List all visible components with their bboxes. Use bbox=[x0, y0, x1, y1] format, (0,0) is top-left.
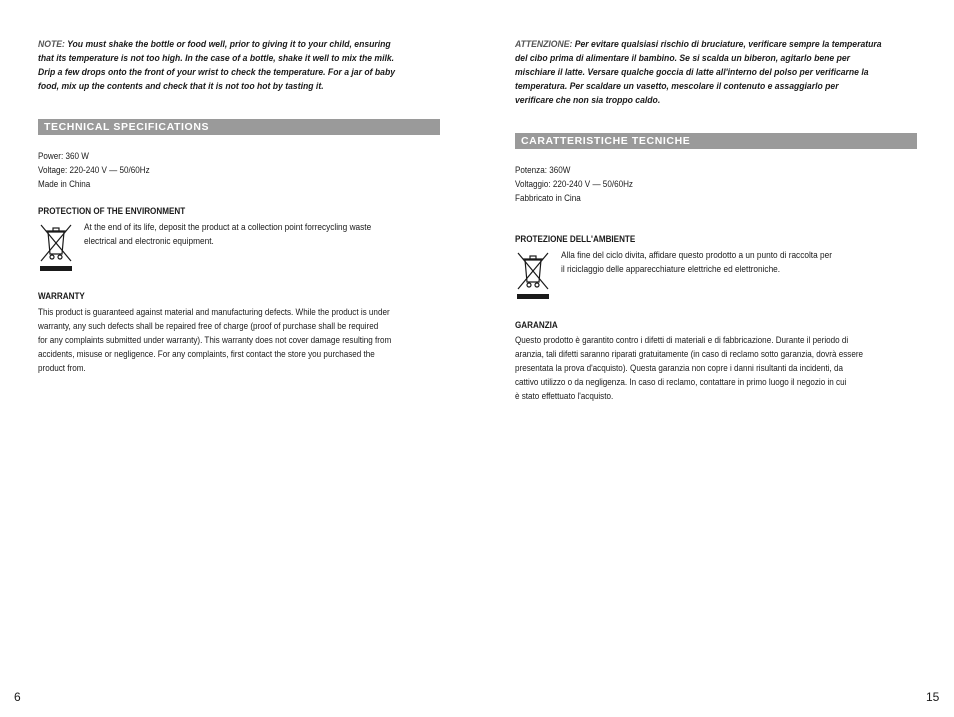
env-heading: PROTEZIONE DELL'AMBIENTE bbox=[515, 234, 636, 244]
weee-bin-icon bbox=[515, 248, 551, 300]
warranty-text: Questo prodotto è garantito contro i difetti di materiali e di fabbricazione. Durante il periodo di aranzia, tali difetti saranno riparati gratuitamente (in caso di reclamo sotto garanzia, dovrà essere presentata la prova d'acquisto). Questa garanzia non copre i danni risultanti da incidenti, da cattivo utilizzo o da negligenza. In caso di reclamo, contattare in primo luogo il negozio in cui è stato effettuato l'acquisto. bbox=[515, 335, 864, 401]
section-band-specs: CARATTERISTICHE TECNICHE bbox=[515, 133, 917, 149]
page-number-left: 6 bbox=[14, 690, 21, 704]
warranty-text: This product is guaranteed against material and manufacturing defects. While the product is under warranty, any such defects shall be repaired free of charge (proof of purchase shall be required for any complaints submitted under warranty). This warranty does not cover damage resulting from accidents, misuse or negligence. For any complaints, first contact the store you purchased the product from. bbox=[38, 307, 392, 373]
env-block: At the end of its life, deposit the product at a collection point forrecycling waste electrical and electronic equipment. bbox=[38, 220, 440, 276]
specs-list: Power: 360 W Voltage: 220-240 V — 50/60Hz Made in China bbox=[38, 151, 150, 189]
warranty-heading: GARANZIA bbox=[515, 320, 558, 330]
note-block: ATTENZIONE: Per evitare qualsiasi rischio di bruciature, verificare sempre la temperatura del cibo prima di alimentare il bambino. Se si scalda un biberon, agitarlo bene per mischiare il latte. Versare qualche goccia di latte all'interno del polso per verificarne la temperatura. Per scaldare un vasetto, mescolare il contenuto e assaggiarlo per verificare che non sia troppo caldo. bbox=[515, 38, 882, 105]
note-label: ATTENZIONE: bbox=[515, 38, 573, 49]
page-number-right: 15 bbox=[926, 690, 940, 704]
warranty-heading: WARRANTY bbox=[38, 291, 85, 301]
weee-bin-icon bbox=[38, 220, 74, 272]
specs-list: Potenza: 360W Voltaggio: 220-240 V — 50/60Hz Fabbricato in Cina bbox=[515, 165, 633, 203]
env-block: Alla fine del ciclo divita, affidare questo prodotto a un punto di raccolta per il riciclaggio delle apparecchiature elettriche ed elettroniche. bbox=[515, 248, 917, 304]
section-band-specs: TECHNICAL SPECIFICATIONS bbox=[38, 119, 440, 135]
note-block: NOTE: You must shake the bottle or food well, prior to giving it to your child, ensuring that its temperature is not too high. In the case of a bottle, shake it well to mix the milk. Drip a few drops onto the front of your wrist to check the temperature. For a jar of baby food, mix up the contents and check that it is not too hot by tasting it. bbox=[38, 38, 396, 91]
env-heading: PROTECTION OF THE ENVIRONMENT bbox=[38, 206, 186, 216]
note-label: NOTE: bbox=[38, 38, 65, 49]
